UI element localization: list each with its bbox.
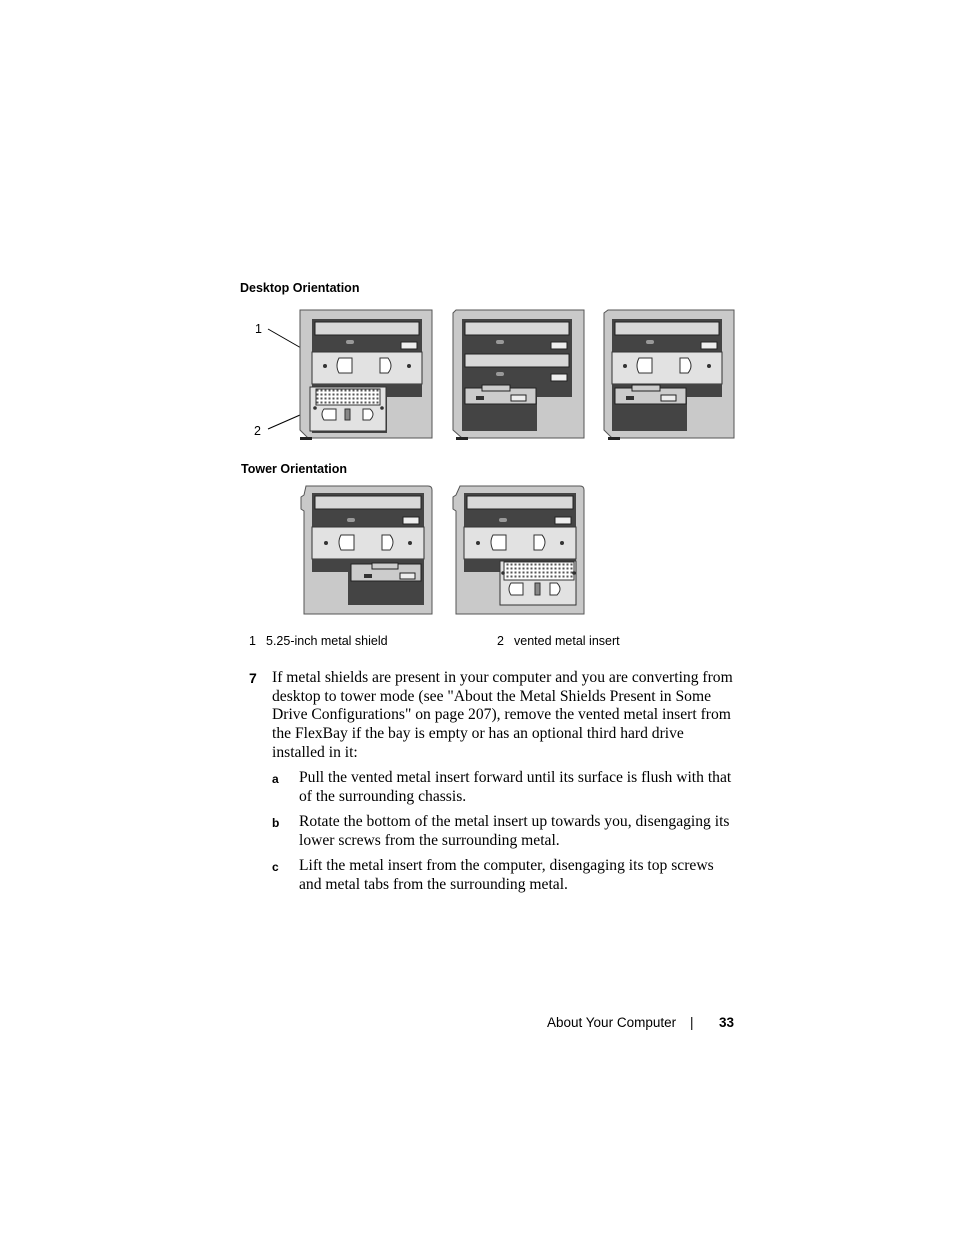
legend-number: 1 xyxy=(249,634,256,648)
desktop-orientation-heading: Desktop Orientation xyxy=(240,281,360,295)
legend-label: 5.25-inch metal shield xyxy=(266,634,388,648)
page-number: 33 xyxy=(719,1015,735,1030)
footer-section-title: About Your Computer xyxy=(547,1015,677,1030)
substep-a xyxy=(272,769,738,806)
substep-text: Pull the vented metal insert forward until its surface is flush with that of the surrounding chassis. xyxy=(299,769,732,805)
legend-number: 2 xyxy=(497,634,504,648)
desktop-panel-1 xyxy=(300,310,432,440)
tower-panel-2 xyxy=(453,486,584,614)
substep-text: Lift the metal insert from the computer, disengaging its top screws and metal tabs from the surrounding metal. xyxy=(299,857,714,893)
legend-item-1 xyxy=(249,634,388,648)
callout-2: 2 xyxy=(254,424,261,438)
tower-illustrations xyxy=(298,483,588,618)
substep-text: Rotate the bottom of the metal insert up towards you, disengaging its lower screws from the surrounding metal. xyxy=(299,813,730,849)
desktop-panel-2 xyxy=(453,310,584,440)
substep-letter: a xyxy=(272,772,279,786)
step-number: 7 xyxy=(249,670,257,686)
legend-label: vented metal insert xyxy=(514,634,620,648)
substep-letter: c xyxy=(272,860,279,874)
substep-c xyxy=(272,857,738,894)
tower-orientation-heading: Tower Orientation xyxy=(241,462,348,476)
desktop-illustrations xyxy=(260,305,740,445)
callout-1: 1 xyxy=(255,322,262,336)
step-text: If metal shields are present in your computer and you are converting from desktop to tower mode (see "About the Metal Shields Present in Some Drive Configurations" on page 207), remove the vented metal insert from the FlexBay if the bay is empty or has an optional third hard drive installed in it: xyxy=(272,669,733,761)
desktop-panel-3 xyxy=(604,310,734,440)
substep-letter: b xyxy=(272,816,280,830)
tower-panel-1 xyxy=(301,486,432,614)
legend-item-2 xyxy=(497,634,620,648)
footer-separator: | xyxy=(690,1015,694,1030)
substep-b xyxy=(272,813,738,850)
step-7 xyxy=(249,669,739,763)
